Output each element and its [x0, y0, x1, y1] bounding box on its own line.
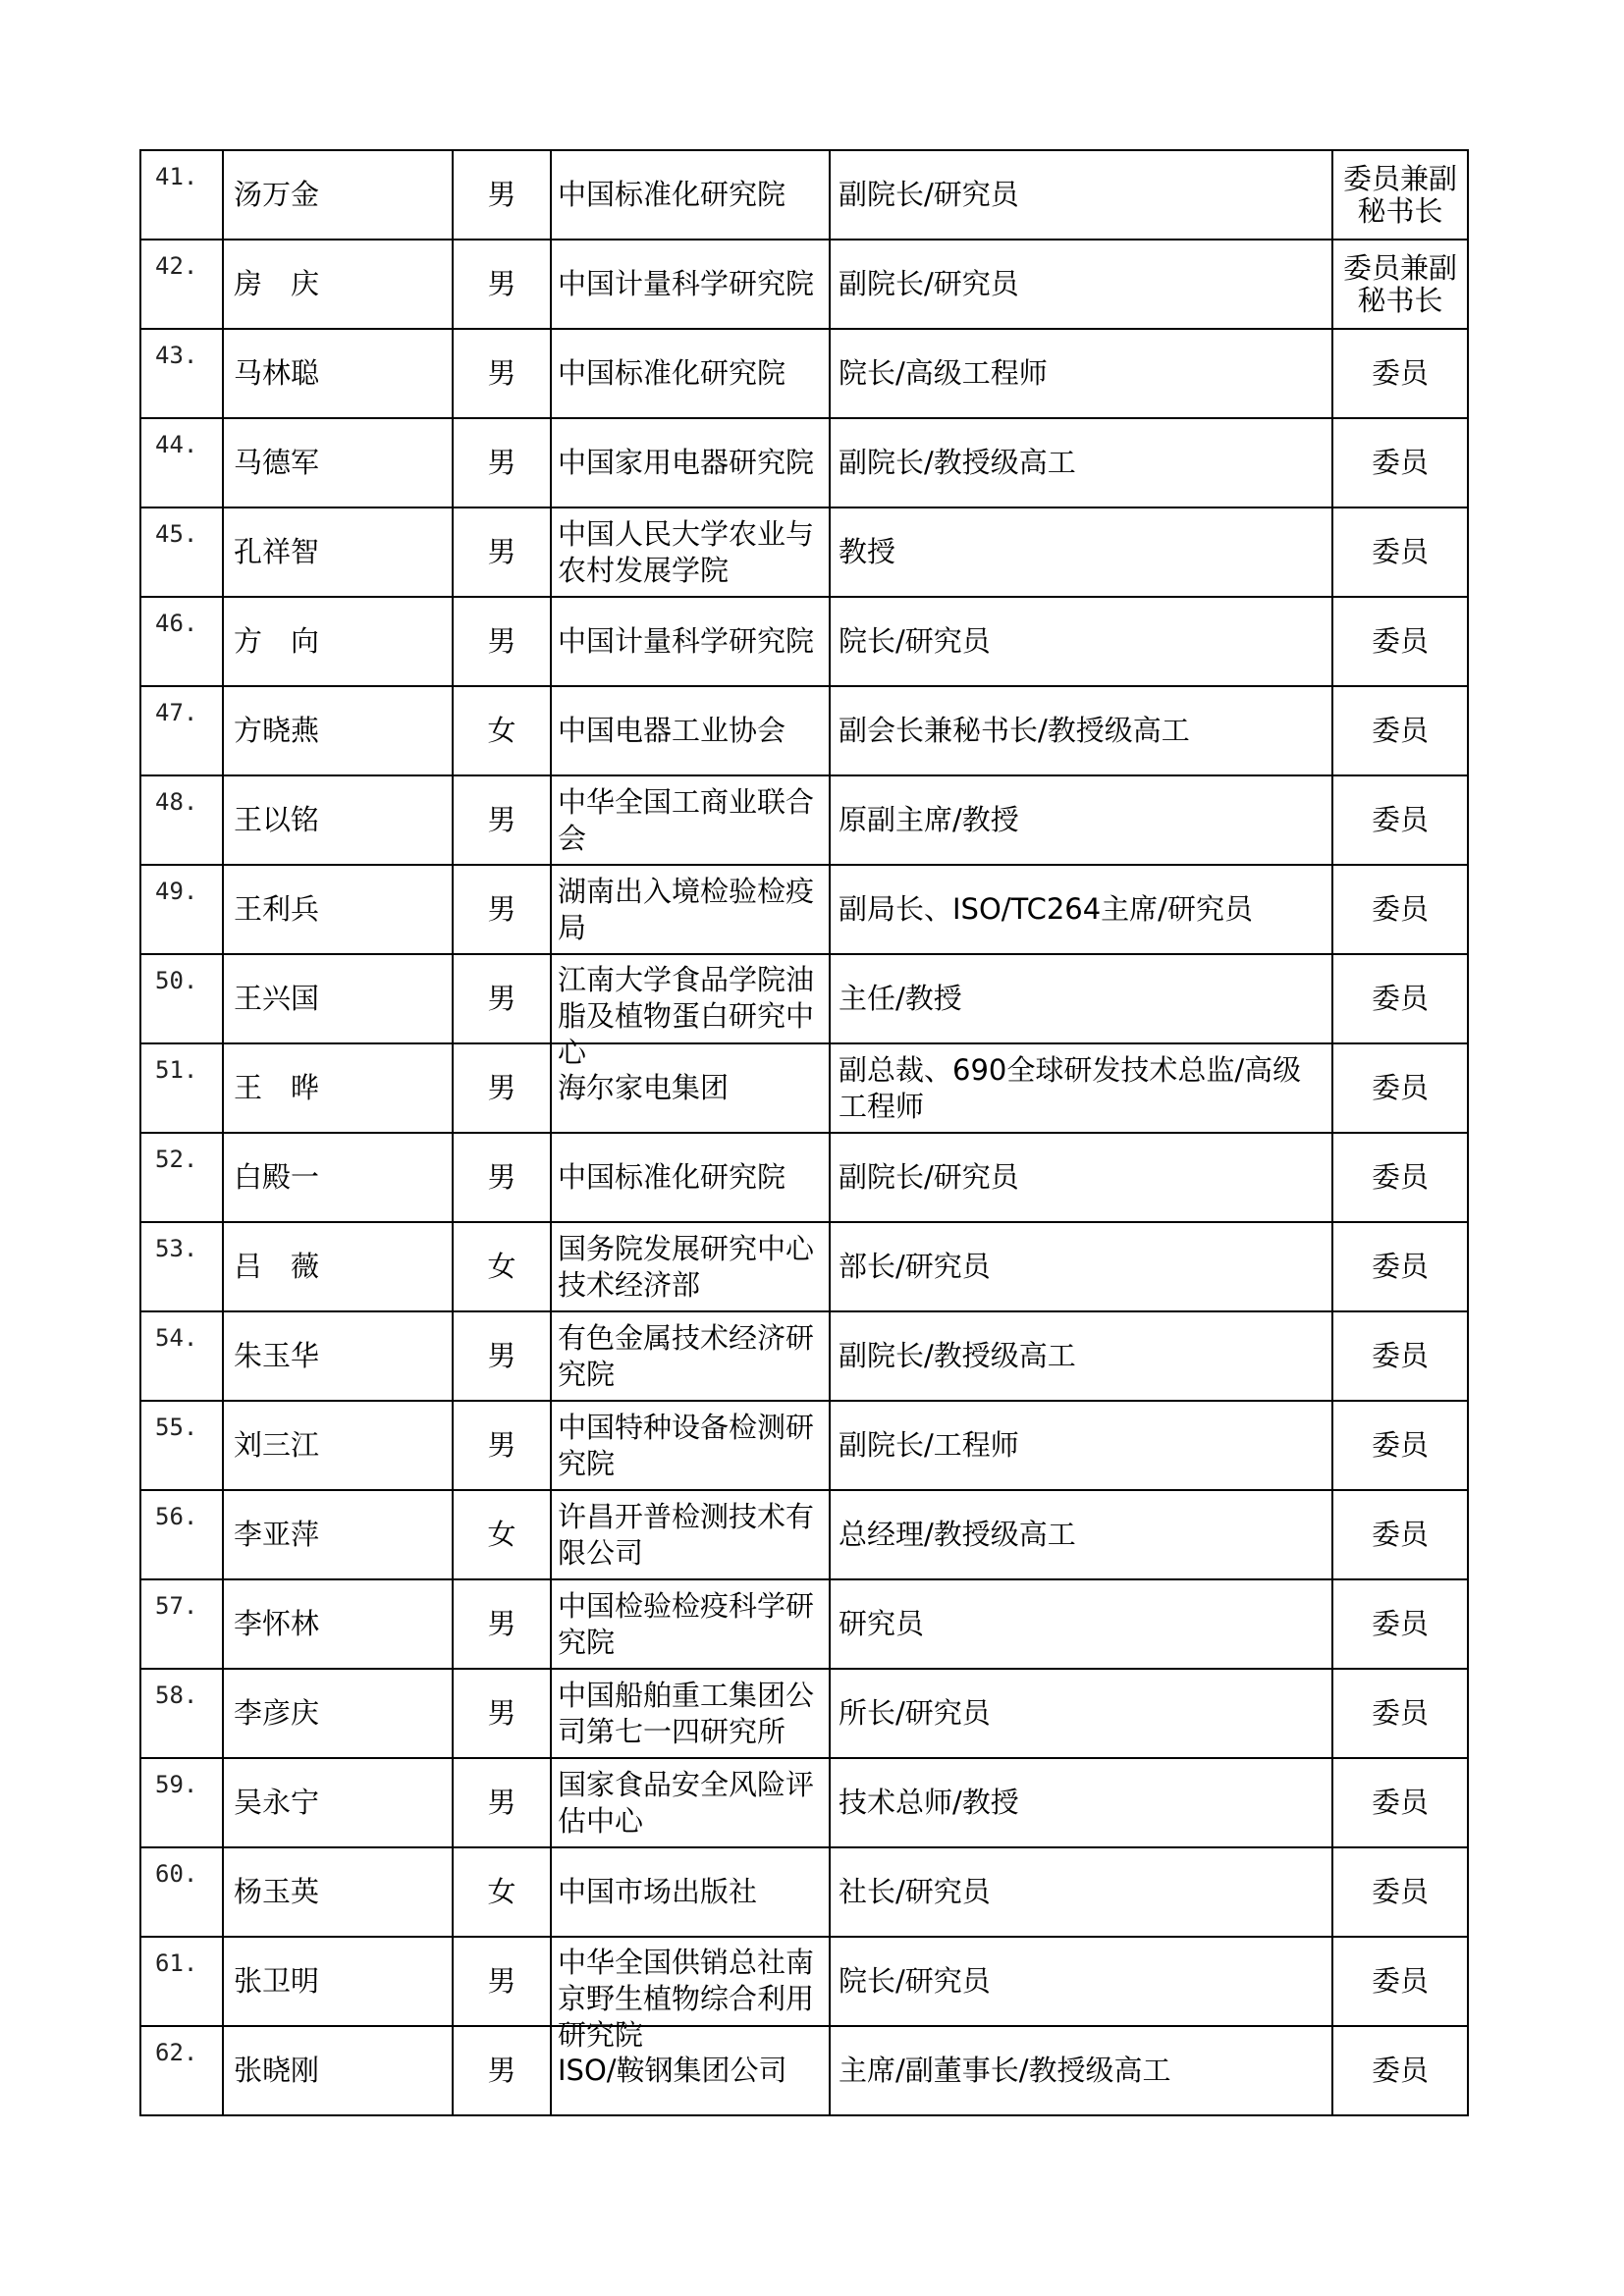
member-role: 委员兼副秘书长	[1332, 240, 1468, 329]
member-name: 杨玉英	[223, 1847, 453, 1937]
member-title-cell	[830, 1133, 1332, 1222]
member-title: 原副主席/教授	[839, 803, 1019, 836]
table-row	[140, 954, 1468, 1043]
member-name: 李亚萍	[223, 1490, 453, 1579]
member-title-cell	[830, 2026, 1332, 2115]
member-title: 所长/研究员	[839, 1696, 991, 1730]
row-number-cell	[140, 1937, 223, 2026]
table-row	[140, 1490, 1468, 1579]
member-name: 马林聪	[223, 329, 453, 418]
member-organization-cell	[551, 418, 830, 507]
table-row	[140, 240, 1468, 329]
member-role: 委员	[1332, 1311, 1468, 1401]
member-role: 委员	[1332, 1669, 1468, 1758]
member-title-cell	[830, 1758, 1332, 1847]
member-organization: 中国人民大学农业与农村发展学院	[558, 516, 815, 587]
member-organization-cell	[551, 1401, 830, 1490]
member-organization: 中国船舶重工集团公司第七一四研究所	[558, 1678, 815, 1748]
member-title-cell	[830, 329, 1332, 418]
table-row	[140, 2026, 1468, 2115]
row-number-cell	[140, 418, 223, 507]
member-gender: 男	[453, 1043, 551, 1133]
member-organization-cell	[551, 1758, 830, 1847]
table-row	[140, 1937, 1468, 2026]
member-name: 李怀林	[223, 1579, 453, 1669]
table-row	[140, 1579, 1468, 1669]
member-name: 房 庆	[223, 240, 453, 329]
member-title-cell	[830, 686, 1332, 775]
committee-member-table	[139, 149, 1469, 2116]
member-role: 委员	[1332, 1490, 1468, 1579]
member-organization-cell	[551, 507, 830, 597]
member-organization: 湖南出入境检验检疫局	[558, 874, 815, 944]
row-number-cell	[140, 1043, 223, 1133]
row-number: 57.	[155, 1592, 198, 1620]
member-name: 孔祥智	[223, 507, 453, 597]
row-number-cell	[140, 329, 223, 418]
row-number: 48.	[155, 788, 198, 816]
member-title-cell	[830, 1043, 1332, 1133]
member-role: 委员	[1332, 1222, 1468, 1311]
table-row	[140, 150, 1468, 240]
member-organization: 中国市场出版社	[558, 1875, 758, 1908]
member-name: 汤万金	[223, 150, 453, 240]
row-number-cell	[140, 240, 223, 329]
member-title: 院长/研究员	[839, 624, 991, 658]
table-row	[140, 1758, 1468, 1847]
member-role: 委员	[1332, 1937, 1468, 2026]
member-organization-cell	[551, 1133, 830, 1222]
member-gender: 男	[453, 1133, 551, 1222]
member-organization: 国家食品安全风险评估中心	[558, 1767, 815, 1838]
member-title-cell	[830, 1222, 1332, 1311]
member-title-cell	[830, 1579, 1332, 1669]
member-name: 张晓刚	[223, 2026, 453, 2115]
member-organization: 江南大学食品学院油脂及植物蛋白研究中心	[558, 962, 815, 1069]
member-name: 王兴国	[223, 954, 453, 1043]
member-organization-cell	[551, 954, 830, 1069]
member-title-cell	[830, 775, 1332, 865]
member-organization: 中国特种设备检测研究院	[558, 1410, 815, 1480]
member-organization-cell	[551, 150, 830, 240]
table-row	[140, 329, 1468, 418]
member-title: 部长/研究员	[839, 1250, 991, 1283]
row-number-cell	[140, 775, 223, 865]
member-role: 委员	[1332, 2026, 1468, 2115]
member-title: 副院长/教授级高工	[839, 446, 1076, 479]
member-title-cell	[830, 1490, 1332, 1579]
member-role: 委员	[1332, 1579, 1468, 1669]
row-number-cell	[140, 686, 223, 775]
row-number-cell	[140, 1311, 223, 1401]
member-organization: 中国计量科学研究院	[558, 267, 815, 300]
member-gender: 男	[453, 2026, 551, 2115]
member-organization: 许昌开普检测技术有限公司	[558, 1499, 815, 1570]
member-organization-cell	[551, 329, 830, 418]
table-body	[140, 150, 1468, 2115]
member-gender: 男	[453, 1758, 551, 1847]
member-role: 委员	[1332, 329, 1468, 418]
member-organization-cell	[551, 775, 830, 865]
member-name: 朱玉华	[223, 1311, 453, 1401]
member-organization: ISO/鞍钢集团公司	[558, 2054, 787, 2087]
member-title: 副院长/教授级高工	[839, 1339, 1076, 1372]
member-title: 副会长兼秘书长/教授级高工	[839, 714, 1190, 747]
member-role: 委员	[1332, 1758, 1468, 1847]
row-number: 43.	[155, 342, 198, 369]
member-gender: 男	[453, 1401, 551, 1490]
row-number-cell	[140, 597, 223, 686]
member-organization: 中华全国工商业联合会	[558, 784, 815, 855]
member-gender: 男	[453, 597, 551, 686]
table-row	[140, 1311, 1468, 1401]
member-title-cell	[830, 1937, 1332, 2026]
table-row	[140, 418, 1468, 507]
member-name: 方 向	[223, 597, 453, 686]
row-number: 62.	[155, 2039, 198, 2066]
member-title-cell	[830, 597, 1332, 686]
member-organization: 中国标准化研究院	[558, 356, 786, 390]
row-number-cell	[140, 507, 223, 597]
member-organization-cell	[551, 686, 830, 775]
row-number-cell	[140, 1133, 223, 1222]
row-number-cell	[140, 954, 223, 1043]
member-role: 委员	[1332, 1401, 1468, 1490]
row-number: 52.	[155, 1146, 198, 1173]
member-gender: 男	[453, 1311, 551, 1401]
member-title-cell	[830, 954, 1332, 1043]
member-title-cell	[830, 1847, 1332, 1937]
member-role: 委员	[1332, 954, 1468, 1043]
row-number-cell	[140, 1847, 223, 1937]
member-gender: 女	[453, 686, 551, 775]
member-role: 委员	[1332, 865, 1468, 954]
member-title-cell	[830, 507, 1332, 597]
row-number: 56.	[155, 1503, 198, 1530]
member-name: 方晓燕	[223, 686, 453, 775]
member-organization-cell	[551, 240, 830, 329]
member-organization: 中国计量科学研究院	[558, 624, 815, 658]
member-organization-cell	[551, 1490, 830, 1579]
table-row	[140, 1669, 1468, 1758]
member-title: 院长/高级工程师	[839, 356, 1048, 390]
table-row	[140, 597, 1468, 686]
member-role: 委员	[1332, 775, 1468, 865]
member-organization-cell	[551, 1669, 830, 1758]
row-number: 49.	[155, 878, 198, 905]
member-name: 吴永宁	[223, 1758, 453, 1847]
member-organization: 中华全国供销总社南京野生植物综合利用研究院	[558, 1945, 815, 2052]
member-name: 白殿一	[223, 1133, 453, 1222]
member-name: 吕 薇	[223, 1222, 453, 1311]
table-row	[140, 686, 1468, 775]
row-number: 46.	[155, 610, 198, 637]
row-number: 60.	[155, 1860, 198, 1888]
member-gender: 男	[453, 150, 551, 240]
table-row	[140, 865, 1468, 954]
member-name: 马德军	[223, 418, 453, 507]
row-number-cell	[140, 1401, 223, 1490]
member-title: 副院长/研究员	[839, 1160, 1019, 1194]
member-organization-cell	[551, 1847, 830, 1937]
member-title: 研究员	[839, 1607, 925, 1640]
table-row	[140, 775, 1468, 865]
member-title-cell	[830, 1311, 1332, 1401]
row-number: 42.	[155, 252, 198, 280]
member-role: 委员	[1332, 1847, 1468, 1937]
member-title-cell	[830, 240, 1332, 329]
member-title: 社长/研究员	[839, 1875, 991, 1908]
member-title: 副院长/研究员	[839, 178, 1019, 211]
member-gender: 男	[453, 507, 551, 597]
member-organization-cell	[551, 865, 830, 954]
member-gender: 男	[453, 865, 551, 954]
member-organization-cell	[551, 1222, 830, 1311]
member-title-cell	[830, 1401, 1332, 1490]
member-role: 委员	[1332, 418, 1468, 507]
member-organization: 国务院发展研究中心技术经济部	[558, 1231, 815, 1302]
row-number-cell	[140, 1579, 223, 1669]
member-name: 王 晔	[223, 1043, 453, 1133]
table-row	[140, 1847, 1468, 1937]
member-gender: 女	[453, 1847, 551, 1937]
member-organization-cell	[551, 1311, 830, 1401]
member-organization: 中国电器工业协会	[558, 714, 786, 747]
row-number: 59.	[155, 1771, 198, 1798]
row-number-cell	[140, 2026, 223, 2115]
member-title-cell	[830, 1669, 1332, 1758]
member-gender: 男	[453, 1579, 551, 1669]
member-role: 委员	[1332, 1133, 1468, 1222]
member-name: 李彦庆	[223, 1669, 453, 1758]
member-name: 张卫明	[223, 1937, 453, 2026]
member-role: 委员兼副秘书长	[1332, 150, 1468, 240]
row-number: 47.	[155, 699, 198, 726]
row-number-cell	[140, 150, 223, 240]
row-number: 50.	[155, 967, 198, 994]
member-gender: 男	[453, 240, 551, 329]
row-number: 53.	[155, 1235, 198, 1262]
row-number: 61.	[155, 1949, 198, 1977]
member-title: 副院长/研究员	[839, 267, 1019, 300]
row-number: 54.	[155, 1324, 198, 1352]
member-role: 委员	[1332, 597, 1468, 686]
member-name: 刘三江	[223, 1401, 453, 1490]
member-title: 主任/教授	[839, 982, 962, 1015]
member-organization: 中国标准化研究院	[558, 1160, 786, 1194]
row-number: 45.	[155, 520, 198, 548]
row-number: 44.	[155, 431, 198, 458]
member-role: 委员	[1332, 1043, 1468, 1133]
member-gender: 女	[453, 1222, 551, 1311]
member-title: 总经理/教授级高工	[839, 1518, 1076, 1551]
member-title: 主席/副董事长/教授级高工	[839, 2054, 1171, 2087]
member-role: 委员	[1332, 507, 1468, 597]
member-name: 王利兵	[223, 865, 453, 954]
member-organization: 中国检验检疫科学研究院	[558, 1588, 815, 1659]
row-number-cell	[140, 1222, 223, 1311]
row-number: 41.	[155, 163, 198, 190]
row-number: 51.	[155, 1056, 198, 1084]
member-organization: 中国家用电器研究院	[558, 446, 815, 479]
table-row	[140, 1222, 1468, 1311]
member-gender: 男	[453, 418, 551, 507]
row-number: 58.	[155, 1682, 198, 1709]
row-number-cell	[140, 1490, 223, 1579]
table-row	[140, 507, 1468, 597]
table-row	[140, 1401, 1468, 1490]
member-title: 技术总师/教授	[839, 1786, 1019, 1819]
member-organization-cell	[551, 597, 830, 686]
member-title: 副局长、ISO/TC264主席/研究员	[839, 892, 1253, 926]
row-number-cell	[140, 865, 223, 954]
member-title: 副院长/工程师	[839, 1428, 1019, 1462]
member-gender: 男	[453, 1937, 551, 2026]
member-title: 副总裁、690全球研发技术总监/高级工程师	[839, 1052, 1302, 1123]
member-organization: 海尔家电集团	[558, 1071, 730, 1104]
member-gender: 女	[453, 1490, 551, 1579]
member-name: 王以铭	[223, 775, 453, 865]
member-organization-cell	[551, 1579, 830, 1669]
member-organization: 有色金属技术经济研究院	[558, 1320, 815, 1391]
member-title-cell	[830, 418, 1332, 507]
member-gender: 男	[453, 775, 551, 865]
member-title: 教授	[839, 535, 896, 568]
member-role: 委员	[1332, 686, 1468, 775]
member-gender: 男	[453, 1669, 551, 1758]
member-organization-cell	[551, 1937, 830, 2052]
row-number: 55.	[155, 1414, 198, 1441]
row-number-cell	[140, 1669, 223, 1758]
member-title-cell	[830, 150, 1332, 240]
member-organization: 中国标准化研究院	[558, 178, 786, 211]
row-number-cell	[140, 1758, 223, 1847]
member-gender: 男	[453, 954, 551, 1043]
member-title: 院长/研究员	[839, 1964, 991, 1998]
table-row	[140, 1133, 1468, 1222]
member-organization-cell	[551, 1043, 830, 1133]
member-title-cell	[830, 865, 1332, 954]
table-row	[140, 1043, 1468, 1133]
member-gender: 男	[453, 329, 551, 418]
